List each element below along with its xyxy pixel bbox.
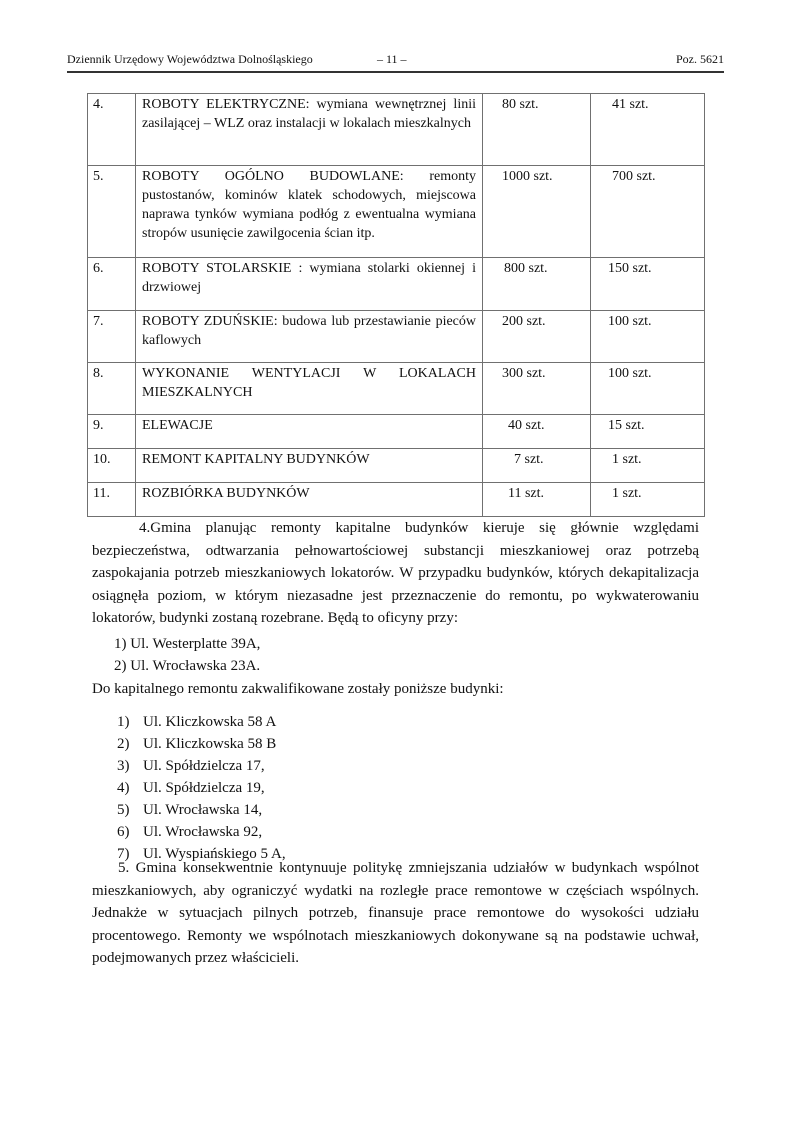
row-number: 9.: [88, 415, 136, 449]
list-item: 1) Ul. Westerplatte 39A,: [114, 636, 261, 652]
demolition-list: [114, 633, 694, 677]
row-done: [591, 94, 705, 166]
row-planned: [483, 483, 591, 517]
row-done: [591, 166, 705, 258]
position-number: Poz. 5621: [676, 52, 724, 66]
done-value: 1 szt.: [612, 452, 642, 467]
list-item: [92, 799, 699, 821]
row-planned: [483, 166, 591, 258]
planned-value: 7 szt.: [514, 452, 544, 467]
list-item: [92, 755, 699, 777]
row-number: 8.: [88, 363, 136, 415]
renovation-list: [92, 711, 699, 865]
row-description: ELEWACJE: [136, 415, 483, 449]
list-number: 4): [117, 780, 130, 796]
row-number: 5.: [88, 166, 136, 258]
row-planned: [483, 415, 591, 449]
planned-value: 300 szt.: [502, 366, 546, 381]
table-row: [88, 94, 705, 166]
header-divider: [67, 71, 724, 73]
row-done: [591, 449, 705, 483]
list-number: 1): [117, 714, 130, 730]
section-5-paragraph: 5. Gmina konsekwentnie kontynuuje politykę zmniejszania udziałów w budynkach wspólnot mieszkaniowych, aby ograniczyć wydatki na rozległe prace remontowe w częściach wspólnych. Jednakże w sytuacjach pilnych potrzeb, finansuje prace remontowe do wysokości udziału procentowego. Remonty we wspólnotach mieszkaniowych dokonywane są na podstawie uchwał, podejmowanych przez właścicieli.: [92, 860, 699, 966]
row-done: [591, 311, 705, 363]
page-header: [67, 52, 724, 70]
list-number: 3): [117, 758, 130, 774]
row-planned: [483, 94, 591, 166]
row-description: ROZBIÓRKA BUDYNKÓW: [136, 483, 483, 517]
renovation-intro: Do kapitalnego remontu zakwalifikowane zostały poniższe budynki:: [92, 681, 504, 697]
done-value: 700 szt.: [612, 169, 656, 184]
done-value: 1 szt.: [612, 486, 642, 501]
list-item: [92, 821, 699, 843]
done-value: 150 szt.: [608, 261, 652, 276]
table-row: [88, 166, 705, 258]
journal-title: Dziennik Urzędowy Województwa Dolnośląskiego: [67, 52, 313, 66]
list-text: Ul. Spółdzielcza 17,: [143, 758, 265, 774]
planned-value: 200 szt.: [502, 314, 546, 329]
works-table: [87, 93, 705, 517]
list-text: Ul. Spółdzielcza 19,: [143, 780, 265, 796]
row-done: [591, 363, 705, 415]
done-value: 100 szt.: [608, 366, 652, 381]
row-number: 6.: [88, 258, 136, 311]
table-row: [88, 415, 705, 449]
row-done: [591, 258, 705, 311]
done-value: 15 szt.: [608, 418, 645, 433]
row-description: WYKONANIE WENTYLACJI W LOKALACH MIESZKALNYCH: [136, 363, 483, 415]
section-4-paragraph: 4.Gmina planując remonty kapitalne budynków kieruje się głównie względami bezpieczeństwa, odtwarzania pełnowartościowej substancji mieszkaniowej oraz potrzebą zaspokajania potrzeb mieszkaniowych lokatorów. W przypadku budynków, których dekapitalizacja osiągnęła poziom, w którym niezasadne jest przeznaczenie do remontu, po wykwaterowaniu lokatorów, budynki zostaną rozebrane. Będą to oficyny przy:: [92, 520, 699, 626]
table-row: [88, 311, 705, 363]
table-row: [88, 363, 705, 415]
row-description: ROBOTY STOLARSKIE : wymiana stolarki okiennej i drzwiowej: [136, 258, 483, 311]
page-number: – 11 –: [377, 52, 407, 66]
list-number: 5): [117, 802, 130, 818]
row-planned: [483, 258, 591, 311]
list-text: Ul. Wyspiańskiego 5 A,: [143, 846, 286, 862]
row-done: [591, 483, 705, 517]
row-description: ROBOTY ZDUŃSKIE: budowa lub przestawianie pieców kaflowych: [136, 311, 483, 363]
planned-value: 800 szt.: [504, 261, 548, 276]
row-done: [591, 415, 705, 449]
list-item: [92, 711, 699, 733]
planned-value: 1000 szt.: [502, 169, 553, 184]
table-row: [88, 449, 705, 483]
row-planned: [483, 449, 591, 483]
row-number: 4.: [88, 94, 136, 166]
list-item: 2) Ul. Wrocławska 23A.: [114, 658, 261, 674]
table-row: [88, 258, 705, 311]
list-text: Ul. Wrocławska 92,: [143, 824, 263, 840]
planned-value: 11 szt.: [508, 486, 545, 501]
list-number: 2): [117, 736, 130, 752]
done-value: 41 szt.: [612, 97, 649, 112]
row-description: ROBOTY ELEKTRYCZNE: wymiana wewnętrznej linii zasilającej – WLZ oraz instalacji w lokalach mieszkalnych: [136, 94, 483, 166]
list-item: [92, 733, 699, 755]
done-value: 100 szt.: [608, 314, 652, 329]
list-text: Ul. Kliczkowska 58 B: [143, 736, 277, 752]
list-text: Ul. Wrocławska 14,: [143, 802, 263, 818]
list-number: 7): [117, 846, 130, 862]
table-row: [88, 483, 705, 517]
row-number: 11.: [88, 483, 136, 517]
row-planned: [483, 363, 591, 415]
row-description: REMONT KAPITALNY BUDYNKÓW: [136, 449, 483, 483]
list-number: 6): [117, 824, 130, 840]
planned-value: 40 szt.: [508, 418, 545, 433]
row-number: 7.: [88, 311, 136, 363]
planned-value: 80 szt.: [502, 97, 539, 112]
row-number: 10.: [88, 449, 136, 483]
row-planned: [483, 311, 591, 363]
list-text: Ul. Kliczkowska 58 A: [143, 714, 277, 730]
row-description: ROBOTY OGÓLNO BUDOWLANE: remonty pustostanów, kominów klatek schodowych, miejscowa naprawa tynków wymiana podłóg z ewentualna wymiana stropów usunięcie zawilgocenia ścian itp.: [136, 166, 483, 258]
list-item: [92, 777, 699, 799]
